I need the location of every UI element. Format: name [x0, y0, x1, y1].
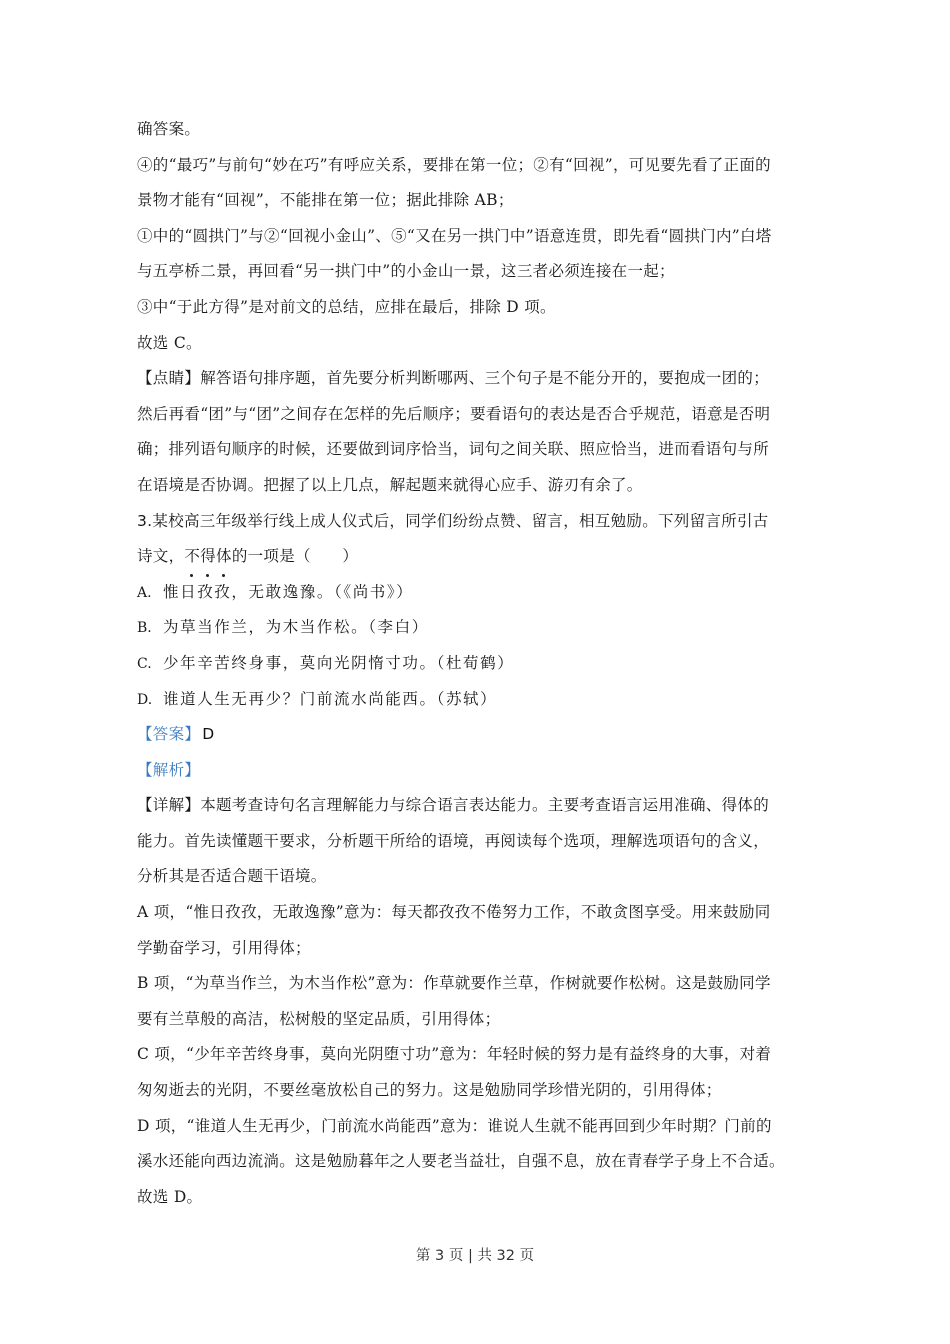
tip-line: 在语境是否协调。把握了以上几点，解起题来就得心应手、游刃有余了。: [137, 475, 643, 494]
option-letter: B.: [137, 620, 152, 637]
paragraph-line: ①中的“圆拱门”与②“回视小金山”、⑤“又在另一拱门中”语意连贯，即先看“圆拱门内”白塔: [137, 226, 772, 245]
option-text: 少年辛苦终身事，莫向光阴惰寸功。（杜荀鹤）: [163, 653, 515, 672]
analysis-label: 【解析】: [137, 760, 201, 779]
paragraph-line: 故选 C。: [137, 333, 202, 352]
detail-line: [137, 788, 817, 824]
detail-line: 溪水还能向西边流淌。这是勉励暮年之人要老当益壮，自强不息，放在青春学子身上不合适。: [137, 1152, 785, 1171]
question-stem-line: [137, 539, 817, 575]
detail-line: B 项，“为草当作兰，为木当作松”意为：作草就要作兰草，作树就要作松树。这是鼓励同学: [137, 974, 771, 993]
question-text: 某校高三年级举行线上成人仪式后，同学们纷纷点赞、留言，相互勉励。下列留言所引古: [152, 511, 769, 530]
option-letter: A.: [137, 584, 152, 601]
option-letter: C.: [137, 655, 152, 672]
option-letter: D.: [137, 691, 153, 708]
detail-text: 本题考查诗句名言理解能力与综合语言表达能力。主要考查语言运用准确、得体的: [200, 796, 770, 815]
tip-line: 确；排列语句顺序的时候，还要做到词序恰当，词句之间关联、照应恰当，进而看语句与所: [137, 440, 770, 459]
paragraph-line: 确答案。: [137, 120, 201, 138]
detail-line: C 项，“少年辛苦终身事，莫向光阴堕寸功”意为：年轻时候的努力是有益终身的大事，对着: [137, 1045, 772, 1064]
detail-label: 【详解】: [137, 796, 201, 815]
detail-line: 匆匆逝去的光阴，不要丝毫放松自己的努力。这是勉励同学珍惜光阴的，引用得体；: [137, 1081, 722, 1100]
document-page: [137, 112, 817, 1215]
question-number: 3.: [137, 511, 153, 530]
paragraph-line: 景物才能有“回视”，不能排在第一位；据此排除 AB；: [137, 191, 514, 210]
tip-label: 【点睛】: [137, 369, 201, 388]
analysis-line: [137, 753, 817, 789]
detail-line: 分析其是否适合题干语境。: [137, 867, 327, 886]
detail-line: 学勤奋学习，引用得体；: [137, 938, 311, 957]
question-text-prefix: 诗文，: [137, 547, 185, 566]
option-text: 为草当作兰，为木当作松。（李白）: [163, 618, 429, 637]
detail-line: D 项，“谁道人生无再少，门前流水尚能西”意为：谁说人生就不能再回到少年时期？门前的: [137, 1116, 772, 1135]
option-text: 谁道人生无再少？门前流水尚能西。（苏轼）: [163, 689, 498, 708]
detail-line: A 项，“惟日孜孜，无敢逸豫”意为：每天都孜孜不倦努力工作，不敢贪图享受。用来鼓励同: [137, 903, 771, 922]
detail-line: 故选 D。: [137, 1187, 203, 1206]
option-c: [137, 646, 817, 682]
tip-line: [137, 361, 817, 397]
answer-line: [137, 717, 817, 753]
option-b: [137, 610, 817, 646]
page-footer: 第 3 页 | 共 32 页: [415, 1248, 535, 1264]
detail-line: 能力。首先读懂题干要求，分析题干所给的语境，再阅读每个选项，理解选项语句的含义，: [137, 831, 770, 850]
detail-line: 要有兰草般的高洁，松树般的坚定品质，引用得体；: [137, 1009, 501, 1028]
tip-line: 然后再看“团”与“团”之间存在怎样的先后顺序；要看语句的表达是否合乎规范，语意是否明: [137, 404, 771, 423]
question-text-suffix: 的一项是（ ）: [231, 547, 359, 566]
answer-value: D: [202, 725, 215, 744]
answer-label: 【答案】: [137, 725, 201, 744]
paragraph-line: ④的“最巧”与前句“妙在巧”有呼应关系，要排在第一位；②有“回视”，可见要先看了正面的: [137, 155, 771, 174]
question-stem-line: [137, 504, 817, 540]
emphasized-text: 不得体: [184, 539, 231, 575]
tip-text: 解答语句排序题，首先要分析判断哪两、三个句子是不能分开的，要抱成一团的；: [200, 369, 770, 388]
paragraph-line: 与五亭桥二景，再回看“另一拱门中”的小金山一景，这三者必须连接在一起；: [137, 262, 675, 281]
option-d: [137, 682, 817, 718]
paragraph-line: ③中“于此方得”是对前文的总结，应排在最后，排除 D 项。: [137, 297, 556, 316]
option-text: 惟日孜孜，无敢逸豫。（《尚书》）: [163, 582, 414, 601]
option-a: [137, 575, 817, 611]
